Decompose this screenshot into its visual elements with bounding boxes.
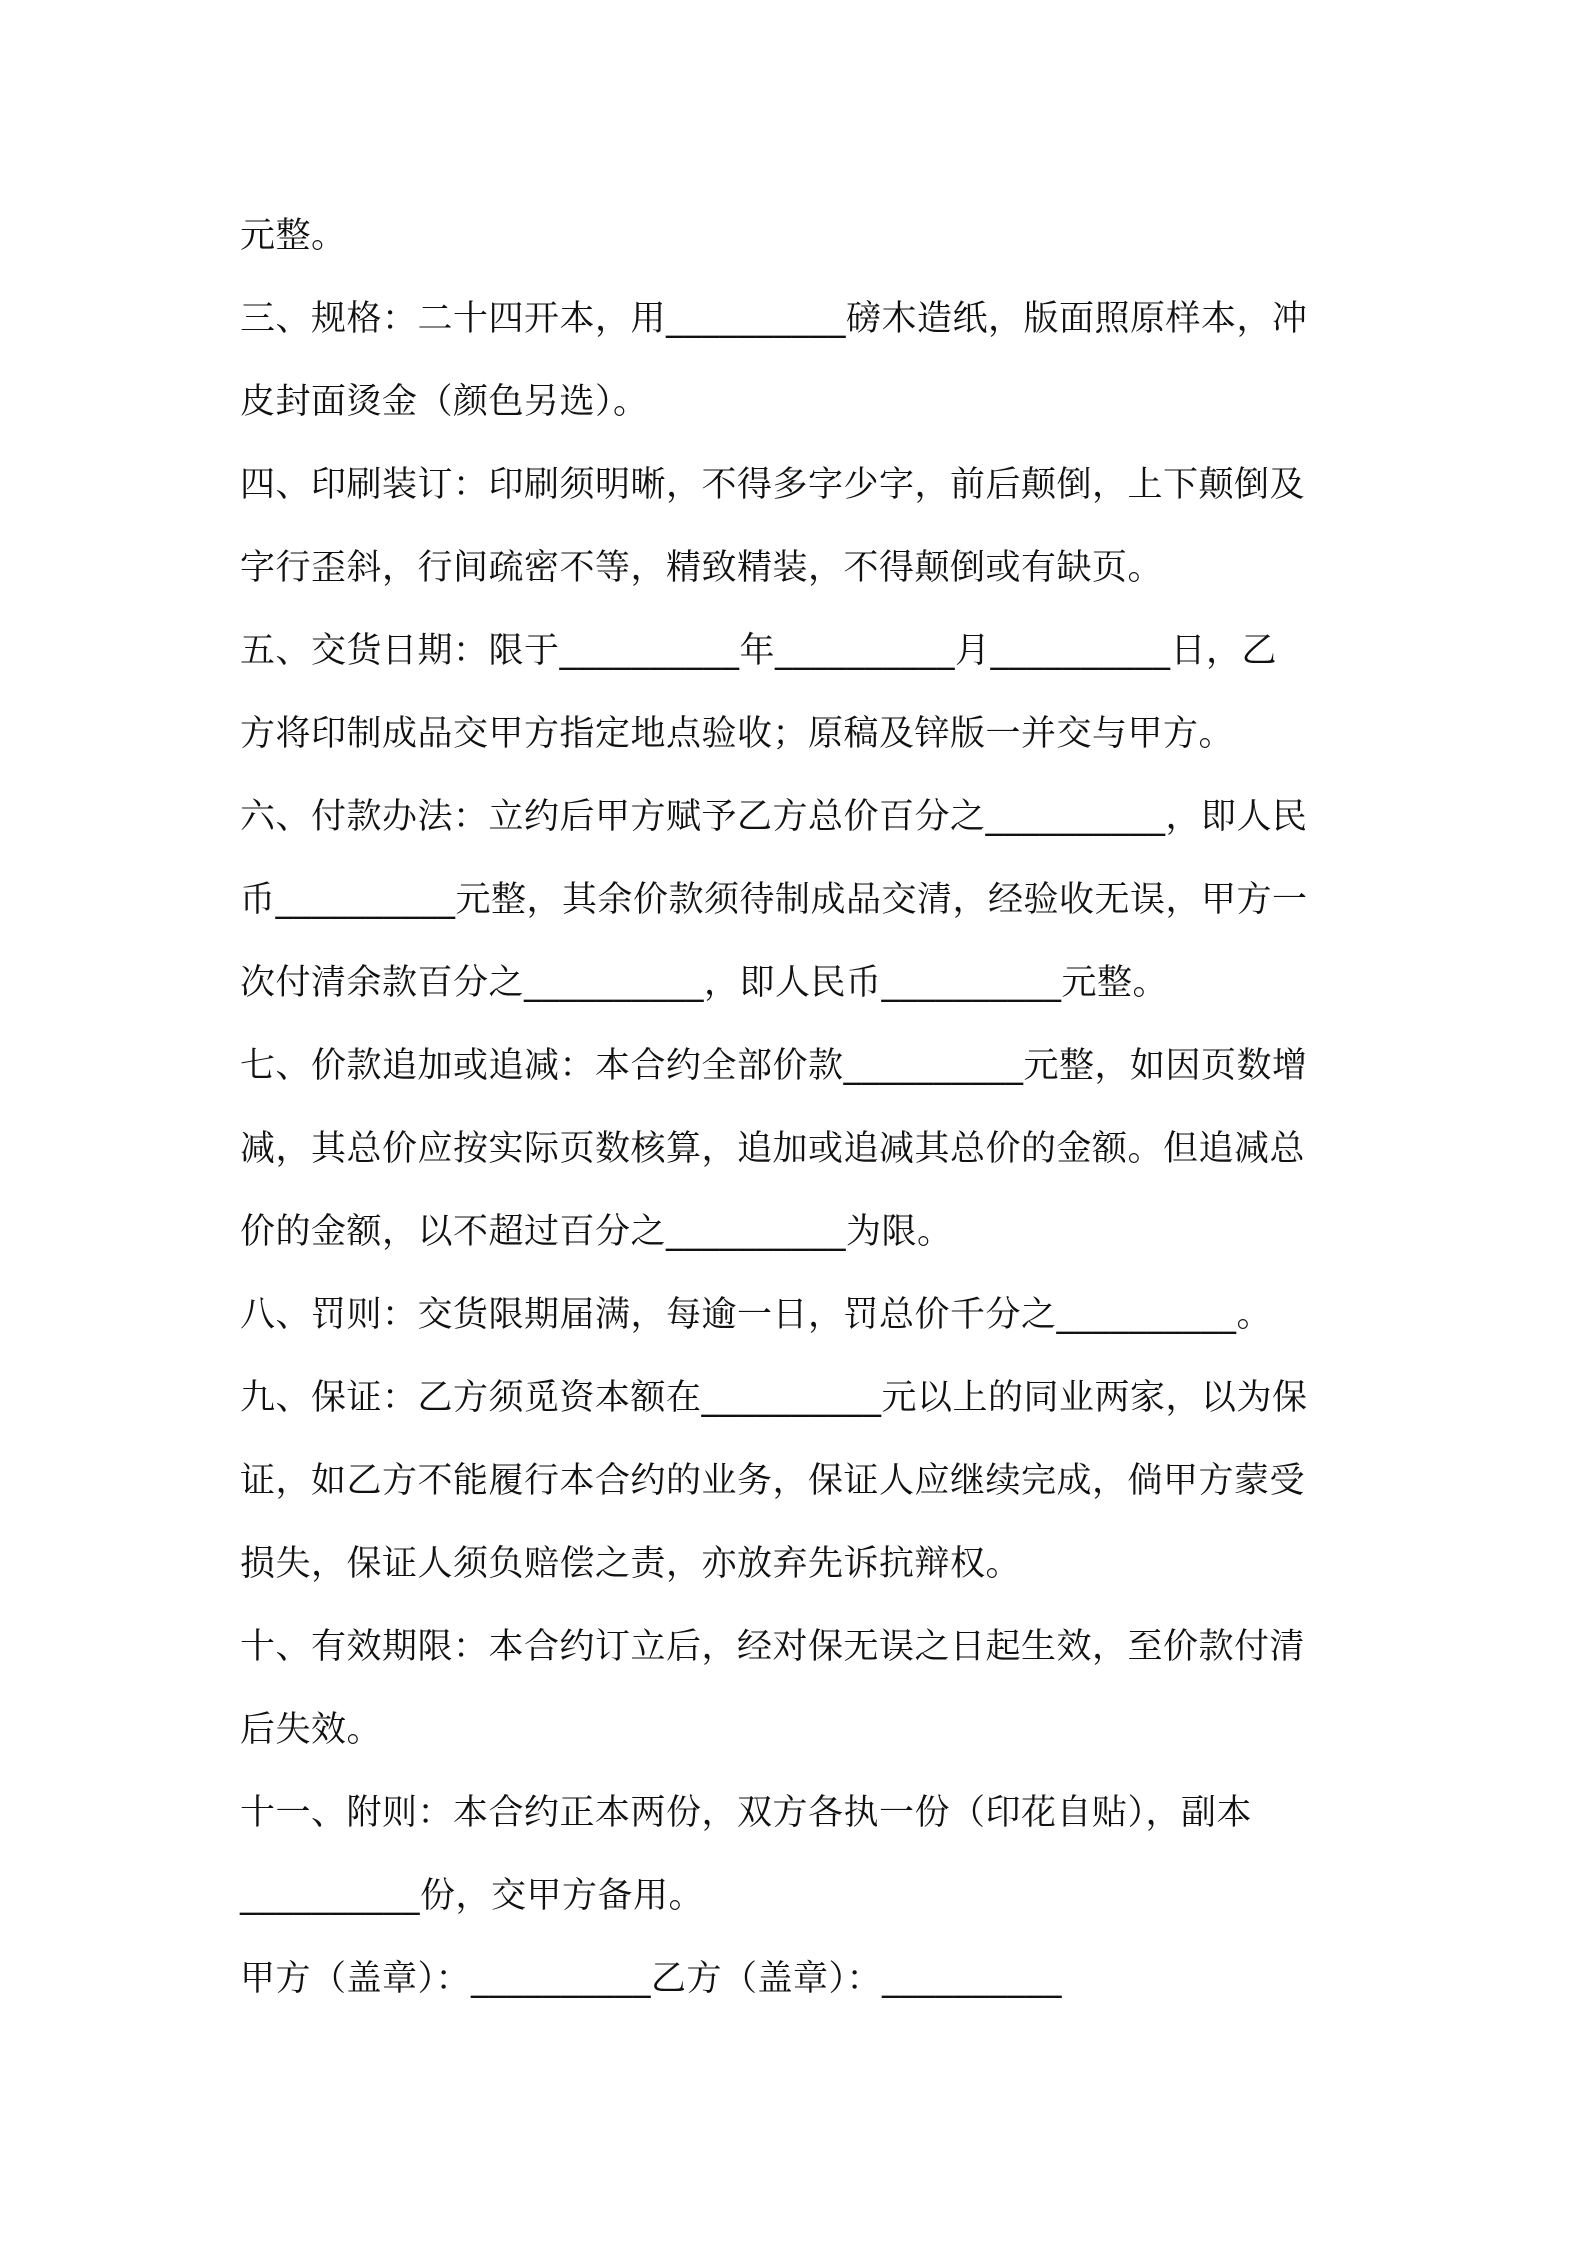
text-line: 价的金额，以不超过百分之__________为限。 bbox=[240, 1212, 953, 1252]
text-line: 币__________元整，其余价款须待制成品交清，经验收无误，甲方一 bbox=[240, 880, 1308, 920]
text-line: 十、有效期限：本合约订立后，经对保无误之日起生效，至价款付清 bbox=[240, 1627, 1306, 1667]
text-line: 次付清余款百分之__________，即人民币__________元整。 bbox=[240, 963, 1169, 1003]
text-line: 后失效。 bbox=[240, 1710, 383, 1750]
text-line: 四、印刷装订：印刷须明晰，不得多字少字，前后颠倒，上下颠倒及 bbox=[240, 465, 1306, 505]
text-line: __________份，交甲方备用。 bbox=[240, 1876, 705, 1916]
signature-line: 甲方（盖章）：__________乙方（盖章）：__________ bbox=[240, 1959, 1063, 1999]
text-line: 证，如乙方不能履行本合约的业务，保证人应继续完成，倘甲方蒙受 bbox=[240, 1461, 1306, 1501]
contract-body bbox=[240, 195, 1360, 2021]
text-line: 损失，保证人须负赔偿之责，亦放弃先诉抗辩权。 bbox=[240, 1544, 1022, 1584]
text-line: 减，其总价应按实际页数核算，追加或追减其总价的金额。但追减总 bbox=[240, 1129, 1306, 1169]
text-line: 方将印制成品交甲方指定地点验收；原稿及锌版一并交与甲方。 bbox=[240, 714, 1235, 754]
text-line: 八、罚则：交货限期届满，每逾一日，罚总价千分之__________。 bbox=[240, 1295, 1273, 1335]
text-line: 皮封面烫金（颜色另选）。 bbox=[240, 382, 649, 422]
text-line: 五、交货日期：限于__________年__________月__________日，乙 bbox=[240, 631, 1278, 671]
text-line: 十一、附则：本合约正本两份，双方各执一份（印花自贴），副本 bbox=[240, 1793, 1253, 1833]
text-line: 元整。 bbox=[240, 216, 347, 256]
text-line: 七、价款追加或追减：本合约全部价款__________元整，如因页数增 bbox=[240, 1046, 1308, 1086]
text-line: 六、付款办法：立约后甲方赋予乙方总价百分之__________，即人民 bbox=[240, 797, 1308, 837]
text-line: 字行歪斜，行间疏密不等，精致精装，不得颠倒或有缺页。 bbox=[240, 548, 1164, 588]
text-line: 九、保证：乙方须觅资本额在__________元以上的同业两家，以为保 bbox=[240, 1378, 1308, 1418]
text-line: 三、规格：二十四开本，用__________磅木造纸，版面照原样本，冲 bbox=[240, 299, 1308, 339]
